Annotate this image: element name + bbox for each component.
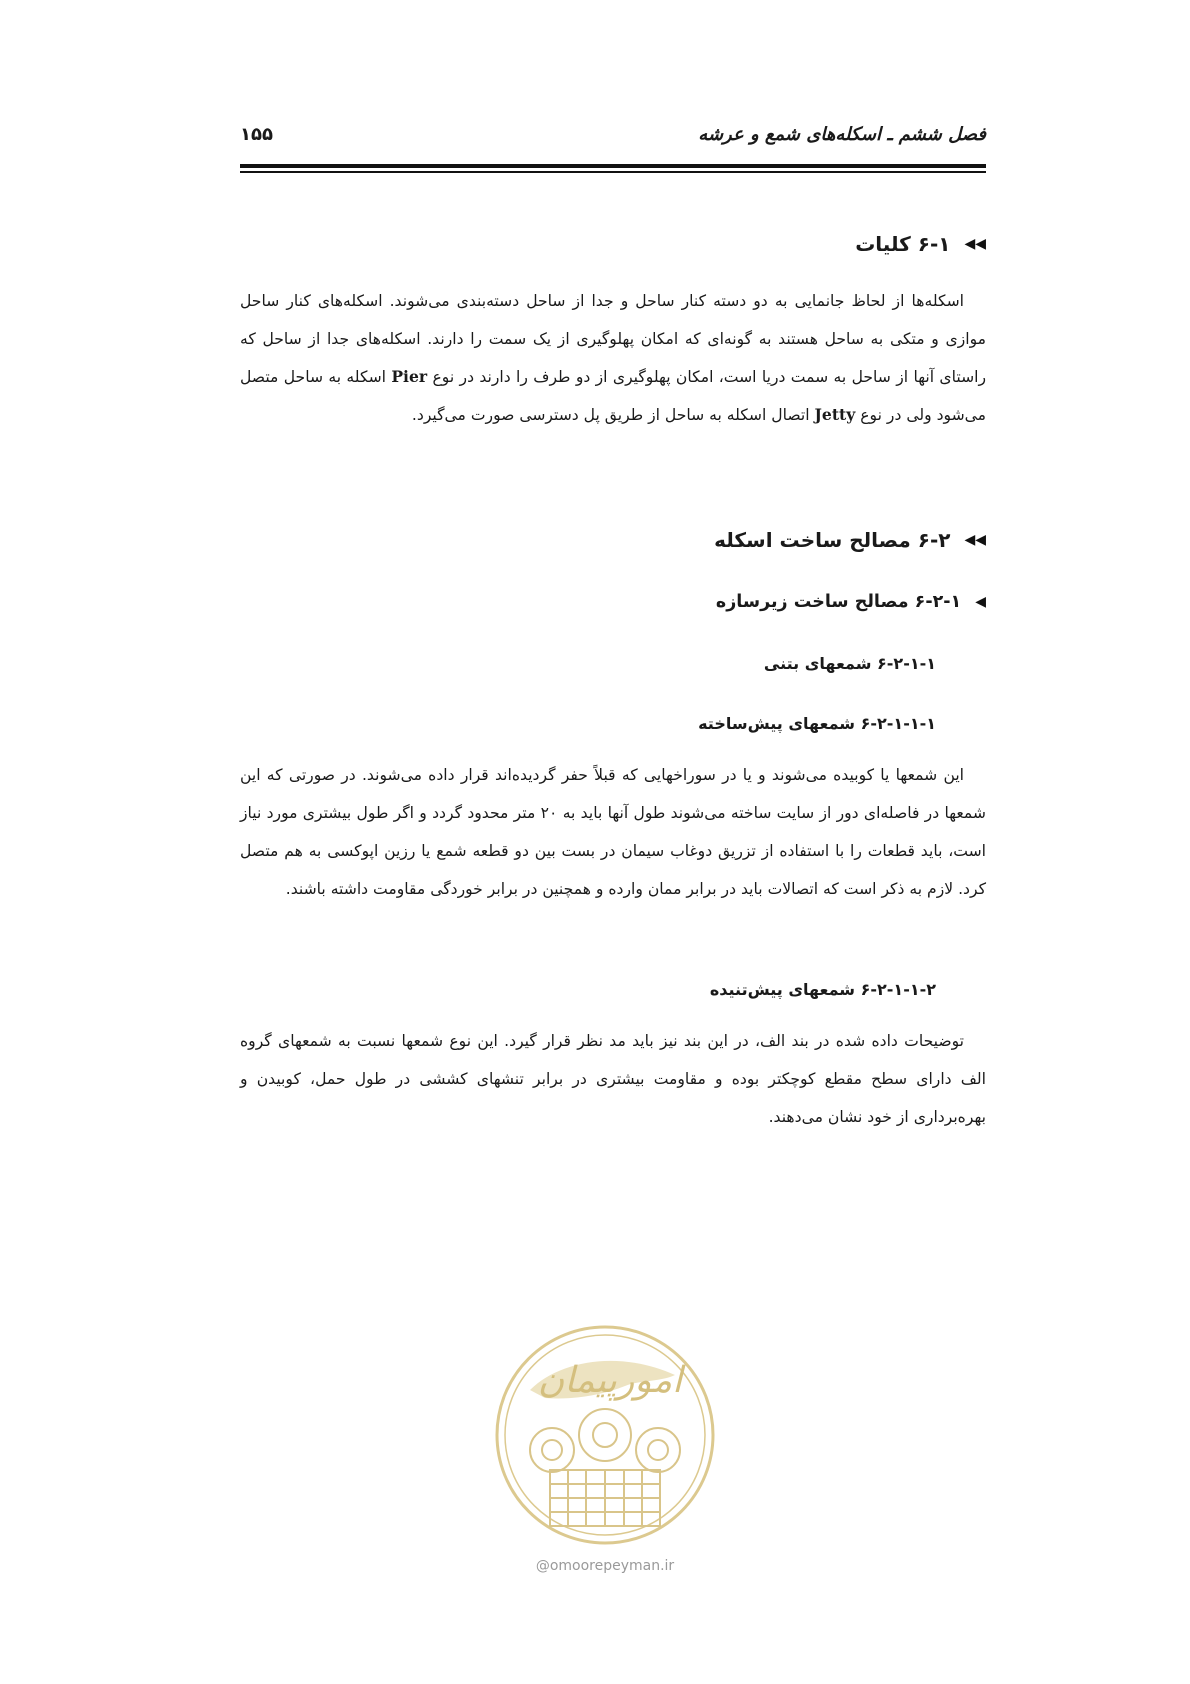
paragraph-precast-piles: این شمعها یا کوبیده می‌شوند و یا در سوراخهایی که قبلاً حفر گردیده‌اند قرار داده می‌شوند. در صورتی که این شمعها در فاصله‌ای دور از سایت ساخته می‌شوند طول آنها باید به ۲۰ متر محدود گردد و اگر طول بیشتری مورد نیاز است، باید قطعات را با استفاده از تزریق دوغاب سیمان در بست بین دو قطعه شمع یا رزین اپوکسی به هم متصل کرد. لازم به ذکر است که اتصالات باید در برابر ممان وارده و همچنین در برابر خوردگی مقاومت داشته باشند. [240,766,986,898]
term-pier: Pier [391,367,428,386]
section-title: ۶-۲ مصالح ساخت اسکله [714,528,951,552]
header-rule-thick [240,164,986,168]
subsubsection-title: ۶-۲-۱-۱ شمعهای بتنی [763,654,936,673]
subsection-title: ۶-۲-۱ مصالح ساخت زیرسازه [715,592,962,612]
watermark-logo-text: امورپیمان [537,1360,683,1401]
subsection-heading-6-2-1 [716,592,986,612]
section-heading-6-1 [855,232,986,256]
page-number: ۱۵۵ [240,124,273,145]
arrow-bullet-icon: ◀ [975,594,986,610]
section-heading-6-2 [714,528,986,552]
subsubsection-heading-6-2-1-1-1 [698,714,936,733]
chapter-title: فصل ششم ـ اسکله‌های شمع و عرشه [698,124,986,145]
subsubsection-heading-6-2-1-1 [764,654,936,673]
running-header [240,118,986,152]
paragraph-text: اسکله به ساحل متصل می‌شود ولی در نوع [240,368,986,424]
subsubsection-title: ۶-۲-۱-۱-۱ شمعهای پیش‌ساخته [698,714,936,733]
paragraph-text: اتصال اسکله به ساحل از طریق پل دسترسی صورت می‌گیرد. [411,406,815,424]
term-jetty: Jetty [814,405,856,424]
paragraph-prestressed-piles: توضیحات داده شده در بند الف، در این بند نیز باید مد نظر قرار گیرد. این نوع شمعها نسبت به شمعهای گروه الف دارای سطح مقطع کوچکتر بوده و مقاومت بیشتری در برابر تنشهای کششی در طول حمل، کوبیدن و بهره‌برداری از خود نشان می‌دهند. [240,1032,986,1126]
watermark-url: @omoorepeyman.ir [535,1558,675,1574]
double-arrow-bullet-icon: ◀◀ [964,532,986,548]
paragraph-text: اسکله‌ها از لحاظ جانمایی به دو دسته کنار ساحل و جدا از ساحل دسته‌بندی می‌شوند. اسکله‌های کنار ساحل موازی و متکی به ساحل هستند به گونه‌ای که امکان پهلوگیری از یک سمت را دارند. اسکله‌های جدا از ساحل که راستای آنها از ساحل به سمت دریا است، امکان پهلوگیری از دو طرف را دارند در نوع [240,292,987,386]
double-arrow-bullet-icon: ◀◀ [964,236,986,252]
subsubsection-title: ۶-۲-۱-۱-۲ شمعهای پیش‌تنیده [709,980,936,999]
paragraph-general [240,282,986,434]
section-title: ۶-۱ کلیات [855,232,951,256]
header-rule-thin [240,171,986,173]
watermark-logo [490,1320,720,1550]
subsubsection-heading-6-2-1-1-2 [710,980,936,999]
